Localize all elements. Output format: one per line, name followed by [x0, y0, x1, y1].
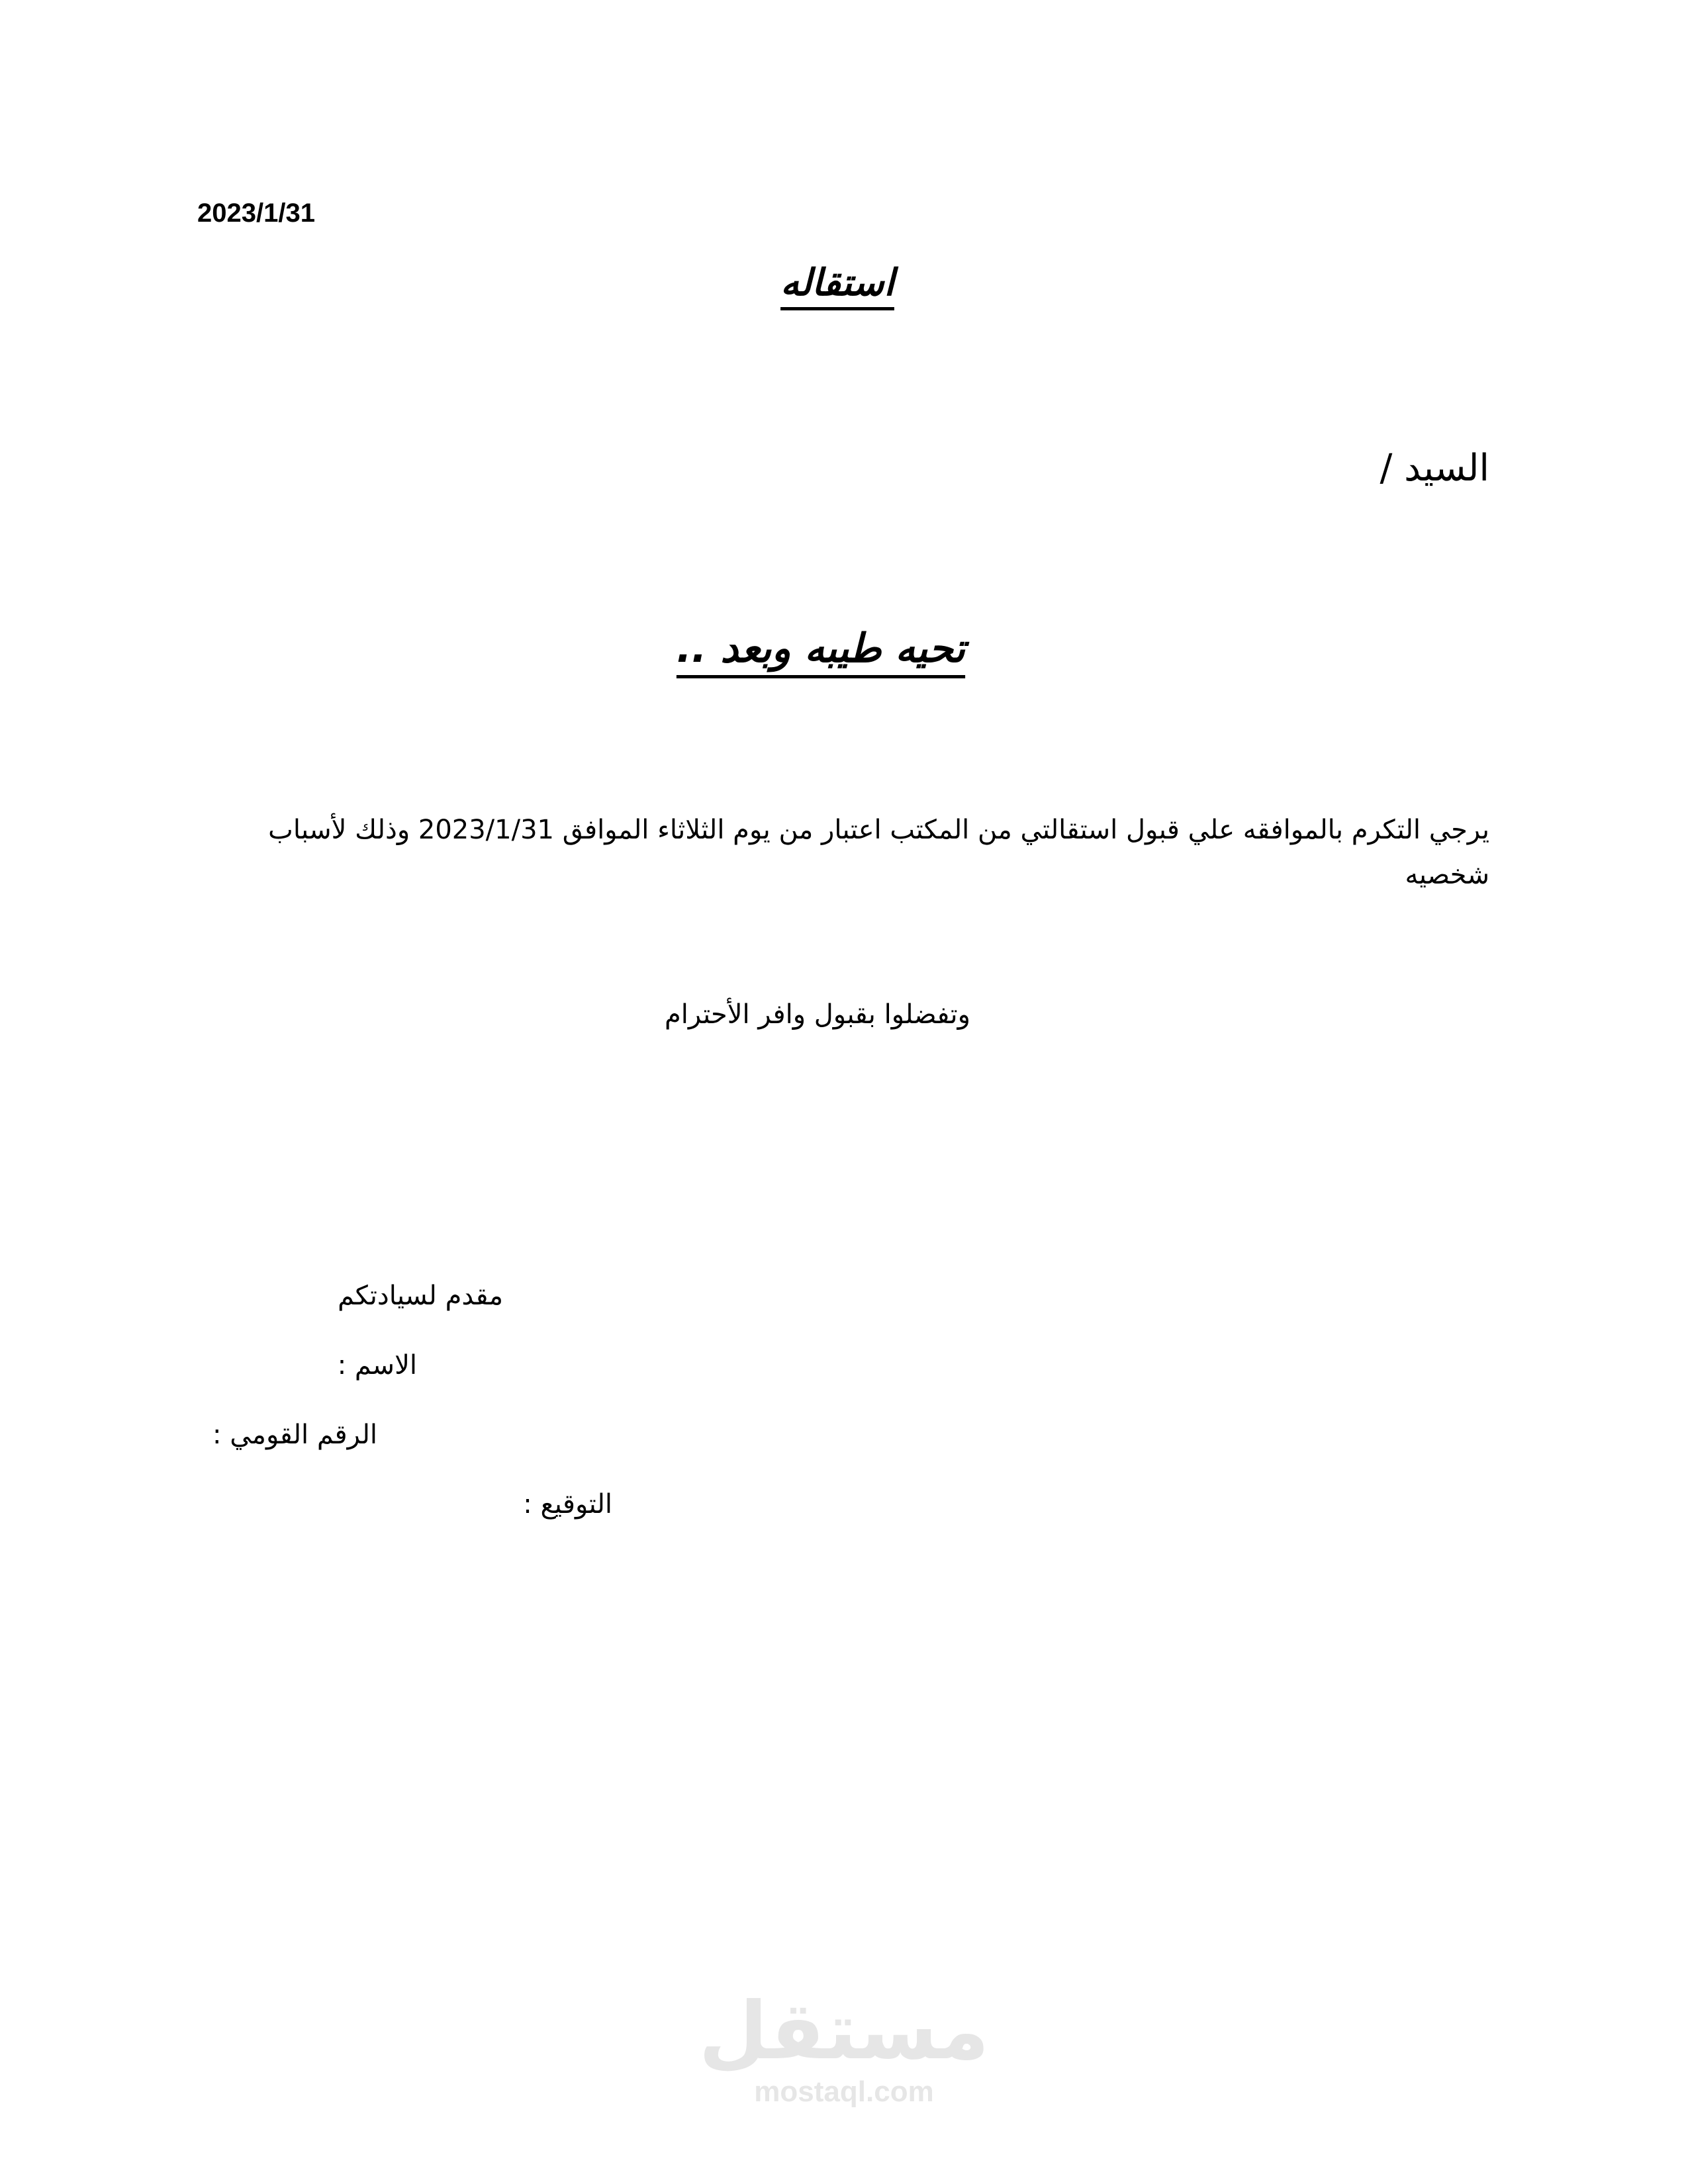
signature-field-label: التوقيع : [523, 1489, 612, 1520]
national-id-field-label: الرقم القومي : [212, 1420, 377, 1450]
letter-date: 2023/1/31 [197, 199, 315, 228]
watermark-logo [662, 1985, 1026, 2109]
letter-title-text: استقاله [780, 261, 894, 304]
recipient-line: السيد / [1380, 447, 1489, 490]
watermark-arabic: مستقل [698, 1985, 990, 2077]
submitted-by-label: مقدم لسيادتكم [338, 1281, 503, 1311]
name-field-label: الاسم : [337, 1350, 417, 1381]
letter-body: يرجي التكرم بالموافقه علي قبول استقالتي من المكتب اعتبار من يوم الثلاثاء الموافق 2023/1/31 وذلك لأسباب شخصيه [268, 815, 1489, 890]
closing-line [0, 999, 1688, 1030]
greeting [0, 625, 1688, 672]
closing-text: وتفضلوا بقبول وافر الأحترام [665, 999, 970, 1030]
watermark-url: mostaql.com [754, 2075, 934, 2108]
letter-title [0, 261, 1688, 304]
greeting-text: تحيه طيبه وبعد .. [676, 625, 966, 672]
